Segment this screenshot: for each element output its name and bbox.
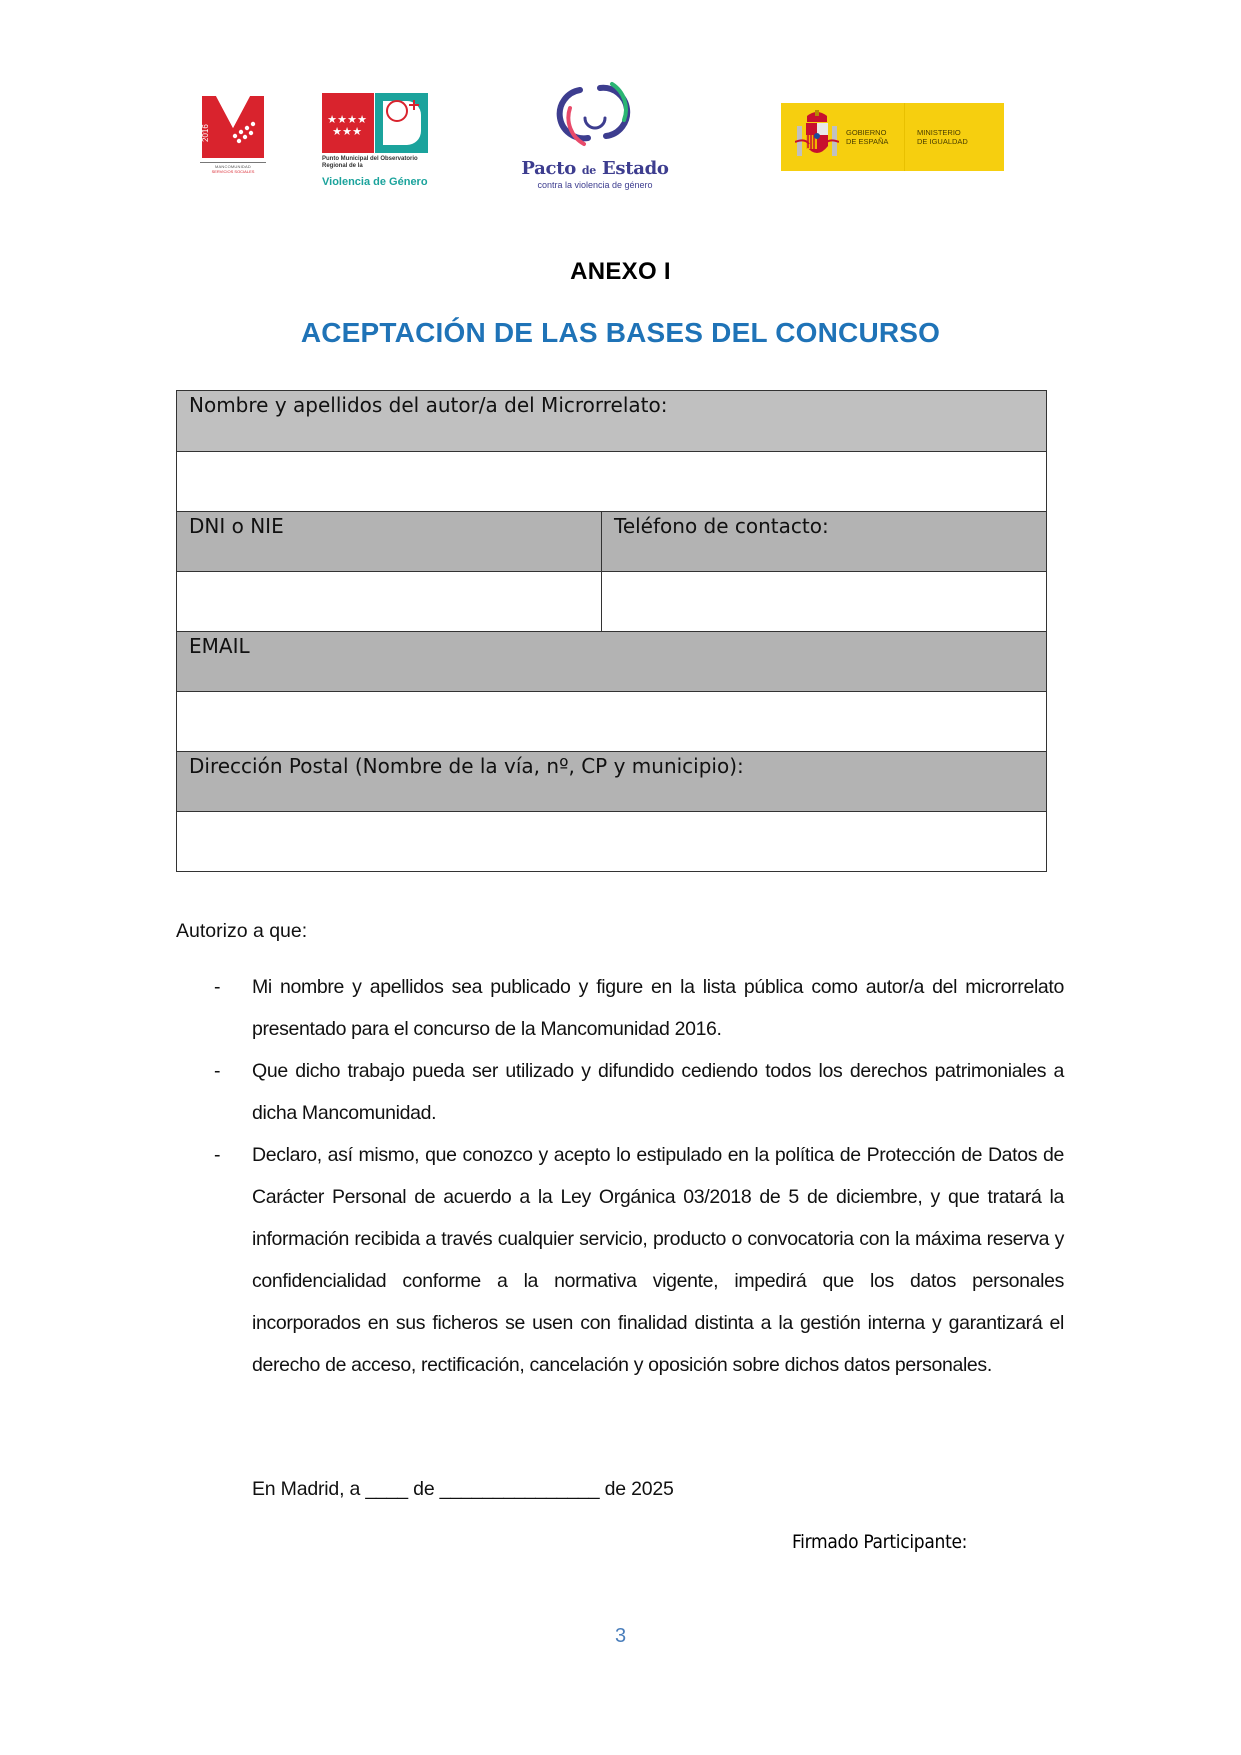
mancomunidad-m-icon [200,92,266,160]
pacto-subtitle: contra la violencia de género [537,180,653,190]
authorize-intro: Autorizo a que: [176,920,308,942]
mancomunidad-caption: MANCOMUNIDAD [200,162,266,169]
address-label: Dirección Postal (Nombre de la vía, nº, CP y municipio): [189,754,744,778]
page-number: 3 [614,1625,627,1647]
bullet-dash: - [214,976,221,998]
consent-item-text: Mi nombre y apellidos sea publicado y figure en la lista pública como autor/a del microrrelato presentado para el concurso de la Mancomunidad 2016. [252,976,1064,1040]
gender-symbol-icon [375,93,428,153]
address-field[interactable] [177,812,1046,871]
pacto-title: Pacto de Estado [521,158,669,179]
form-row-address-value [177,811,1046,871]
svg-text:★: ★ [342,125,352,138]
consent-list [176,966,1064,1386]
list-item [176,1050,1064,1134]
consent-item-text: Que dicho trabajo pueda ser utilizado y difundido cediendo todos los derechos patrimoniales a dicha Mancomunidad. [252,1060,1064,1124]
page-title: ACEPTACIÓN DE LAS BASES DEL CONCURSO [300,317,941,348]
signature-label: Firmado Participante: [792,1531,968,1553]
form-row-name-value [177,451,1046,511]
consent-item-text: Declaro, así mismo, que conozco y acepto lo estipulado en la política de Protección de Datos de Carácter Personal de acuerdo a la Ley Orgánica 03/2018 de 5 de diciembre, y que tratará la información recibida a través cualquier servicio, producto o convocatoria con la máxima reserva y confidencialidad conforme a la normativa vigente, impedirá que los datos personales incorporados en sus ficheros se usen con finalidad distinta a la gestión interna y garantizará el derecho de acceso, rectificación, cancelación y oposición sobre dichos datos personales. [252,1144,1064,1376]
name-field[interactable] [177,452,1046,511]
name-label: Nombre y apellidos del autor/a del Microrrelato: [189,393,668,417]
servicios-sociales-caption: SERVICIOS SOCIALES [211,169,255,174]
observatorio-logo [322,93,432,193]
form-row-email-label [177,631,1046,691]
form-row-dni-phone-value [177,571,1046,631]
svg-text:★: ★ [337,113,347,126]
svg-text:★: ★ [357,113,367,126]
coat-of-arms-icon [795,110,839,164]
madrid-flag-icon [322,93,374,153]
form-row-dni-phone-label [177,511,1046,571]
svg-text:★: ★ [352,125,362,138]
form-row-email-value [177,691,1046,751]
mancomunidad-logo [200,92,266,172]
gobierno-espana-text: GOBIERNO DE ESPAÑA [846,128,889,146]
svg-text:★: ★ [347,113,357,126]
date-line: En Madrid, a ____ de _______________ de 2025 [252,1478,674,1500]
phone-field[interactable] [602,572,1046,631]
pacto-smile-icon [550,80,640,150]
svg-text:★: ★ [332,125,342,138]
email-field[interactable] [177,692,1046,751]
dni-label: DNI o NIE [177,512,602,571]
list-item [176,966,1064,1050]
bullet-dash: - [214,1144,221,1166]
participant-form [176,390,1047,872]
email-label: EMAIL [189,634,250,658]
logo-divider [904,103,905,171]
violencia-genero-caption: Violencia de Género [322,176,428,188]
logo-year: 2016 [201,124,210,142]
phone-label: Teléfono de contacto: [614,514,829,538]
dni-field[interactable] [177,572,602,631]
pacto-de-estado-logo [505,80,685,192]
svg-text:★: ★ [327,113,337,126]
ministerio-igualdad-text: MINISTERIO DE IGUALDAD [917,128,968,146]
annex-heading: ANEXO I [570,258,671,285]
gobierno-espana-logo [781,103,1004,171]
observatorio-caption: Punto Municipal del Observatorio Regional de la [322,156,418,169]
bullet-dash: - [214,1060,221,1082]
list-item [176,1134,1064,1386]
form-row-name-label [177,391,1046,451]
form-row-address-label [177,751,1046,811]
